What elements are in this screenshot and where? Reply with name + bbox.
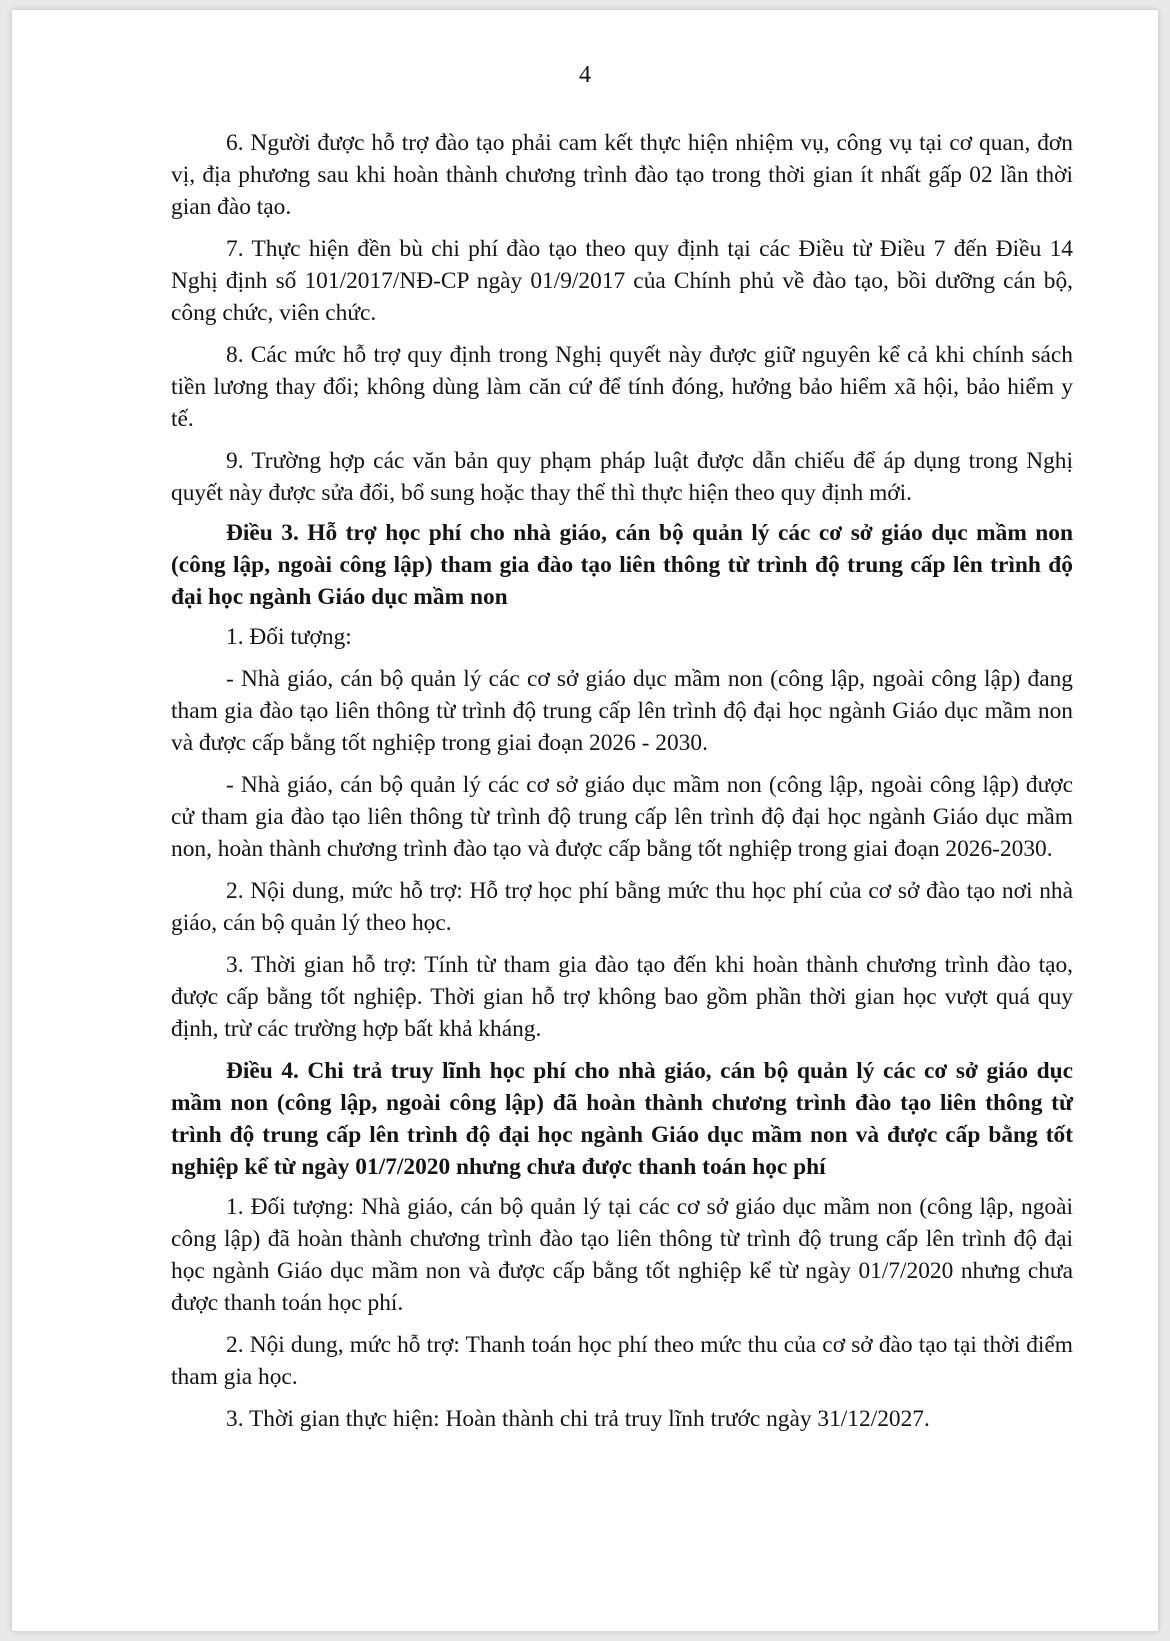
article-4-item-1: 1. Đối tượng: Nhà giáo, cán bộ quản lý tại các cơ sở giáo dục mầm non (công lập, ngoài công lập) đã hoàn thành chương trình đào tạo liên thông từ trình độ trung cấp lên trình độ đại học ngành Giáo dục mầm non và được cấp bằng tốt nghiệp kể từ ngày 01/7/2020 nhưng chưa được thanh toán học phí. — [171, 1194, 1073, 1316]
article-4-heading: Điều 4. Chi trả truy lĩnh học phí cho nhà giáo, cán bộ quản lý các cơ sở giáo dục mầm non (công lập, ngoài công lập) đã hoàn thành chương trình đào tạo liên thông từ trình độ trung cấp lên trình độ đại học ngành Giáo dục mầm non và được cấp bằng tốt nghiệp kể từ ngày 01/7/2020 nhưng chưa được thanh toán học phí — [171, 1058, 1073, 1180]
article-3-item-3: 3. Thời gian hỗ trợ: Tính từ tham gia đào tạo đến khi hoàn thành chương trình đào tạo, được cấp bằng tốt nghiệp. Thời gian hỗ trợ không bao gồm phần thời gian học vượt quá quy định, trừ các trường hợp bất khả kháng. — [171, 952, 1073, 1042]
clause-6: 6. Người được hỗ trợ đào tạo phải cam kết thực hiện nhiệm vụ, công vụ tại cơ quan, đơn vị, địa phương sau khi hoàn thành chương trình đào tạo trong thời gian ít nhất gấp 02 lần thời gian đào tạo. — [171, 130, 1073, 220]
clause-8: 8. Các mức hỗ trợ quy định trong Nghị quyết này được giữ nguyên kể cả khi chính sách tiền lương thay đổi; không dùng làm căn cứ để tính đóng, hưởng bảo hiểm xã hội, bảo hiểm y tế. — [171, 342, 1073, 432]
article-3-heading: Điều 3. Hỗ trợ học phí cho nhà giáo, cán bộ quản lý các cơ sở giáo dục mầm non (công lập, ngoài công lập) tham gia đào tạo liên thông từ trình độ trung cấp lên trình độ đại học ngành Giáo dục mầm non — [171, 520, 1073, 610]
article-3-item-1: 1. Đối tượng: — [226, 624, 352, 650]
clause-9: 9. Trường hợp các văn bản quy phạm pháp luật được dẫn chiếu để áp dụng trong Nghị quyết này được sửa đổi, bổ sung hoặc thay thế thì thực hiện theo quy định mới. — [171, 448, 1073, 506]
article-3-item-2: 2. Nội dung, mức hỗ trợ: Hỗ trợ học phí bằng mức thu học phí của cơ sở đào tạo nơi nhà giáo, cán bộ quản lý theo học. — [171, 878, 1073, 936]
article-3-item-1-bullet-2: - Nhà giáo, cán bộ quản lý các cơ sở giáo dục mầm non (công lập, ngoài công lập) được cử tham gia đào tạo liên thông từ trình độ trung cấp lên trình độ đại học ngành Giáo dục mầm non, hoàn thành chương trình đào tạo và được cấp bằng tốt nghiệp trong giai đoạn 2026-2030. — [171, 772, 1073, 862]
document-page — [12, 10, 1158, 1631]
page-number: 4 — [579, 62, 591, 88]
article-4-item-2: 2. Nội dung, mức hỗ trợ: Thanh toán học phí theo mức thu của cơ sở đào tạo tại thời điểm tham gia học. — [171, 1332, 1073, 1390]
article-4-item-3: 3. Thời gian thực hiện: Hoàn thành chi trả truy lĩnh trước ngày 31/12/2027. — [226, 1406, 930, 1432]
document-body — [171, 127, 1073, 1445]
article-3-item-1-bullet-1: - Nhà giáo, cán bộ quản lý các cơ sở giáo dục mầm non (công lập, ngoài công lập) đang tham gia đào tạo liên thông từ trình độ trung cấp lên trình độ đại học ngành Giáo dục mầm non và được cấp bằng tốt nghiệp trong giai đoạn 2026 - 2030. — [171, 666, 1073, 756]
clause-7: 7. Thực hiện đền bù chi phí đào tạo theo quy định tại các Điều từ Điều 7 đến Điều 14 Nghị định số 101/2017/NĐ-CP ngày 01/9/2017 của Chính phủ về đào tạo, bồi dưỡng cán bộ, công chức, viên chức. — [171, 236, 1073, 326]
